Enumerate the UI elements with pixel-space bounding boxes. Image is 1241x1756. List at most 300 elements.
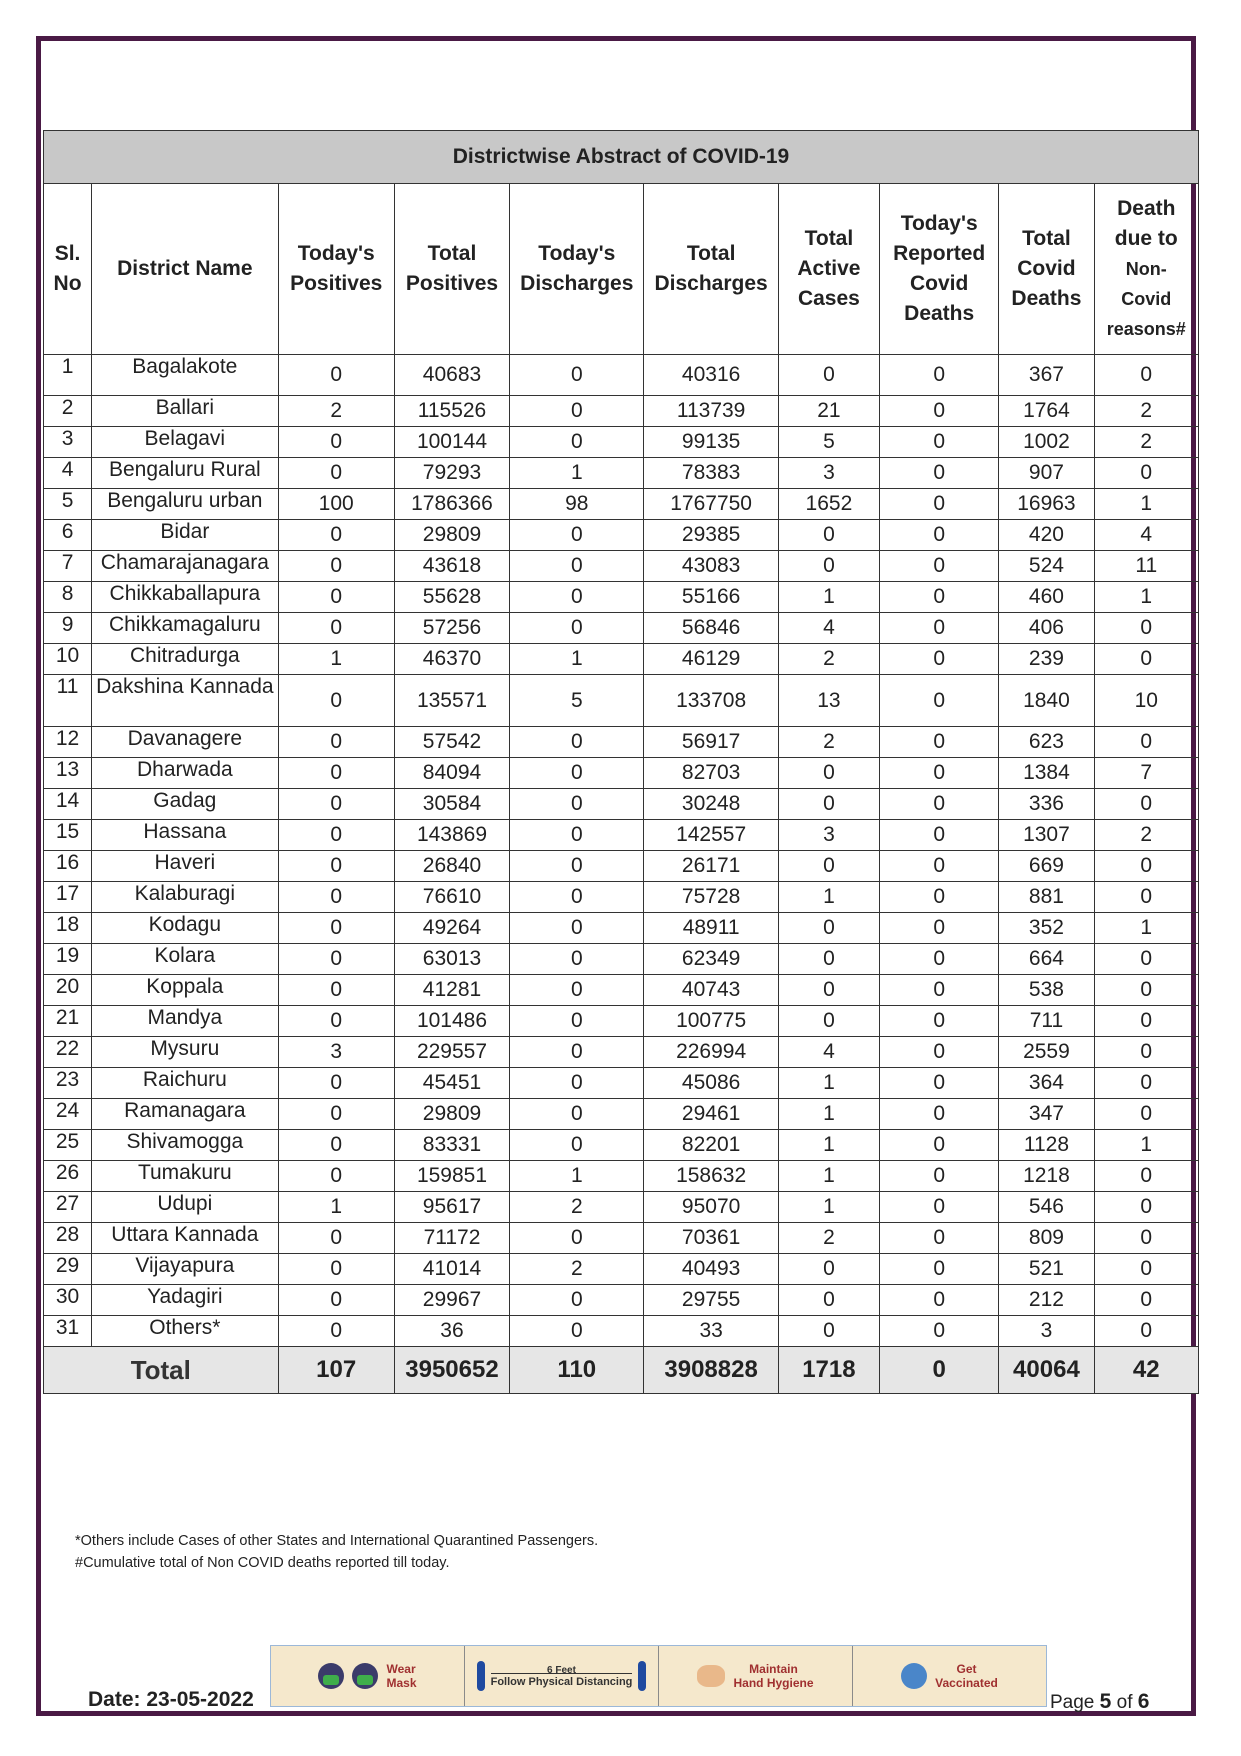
cell-sl-no: 11 xyxy=(44,675,92,727)
cell-todays-discharges: 0 xyxy=(510,551,644,582)
cell-total-discharges: 40316 xyxy=(644,355,778,396)
cell-non-covid-deaths: 0 xyxy=(1094,1316,1198,1347)
cell-total-discharges: 48911 xyxy=(644,913,778,944)
cell-district-name: Uttara Kannada xyxy=(92,1223,278,1254)
cell-todays-deaths: 0 xyxy=(880,613,999,644)
total-total-positives: 3950652 xyxy=(394,1347,509,1394)
cell-non-covid-deaths: 2 xyxy=(1094,427,1198,458)
cell-todays-positives: 0 xyxy=(278,1006,394,1037)
cell-sl-no: 17 xyxy=(44,882,92,913)
cell-total-positives: 29809 xyxy=(394,1099,509,1130)
cell-todays-positives: 0 xyxy=(278,820,394,851)
cell-active-cases: 1 xyxy=(778,1161,879,1192)
cell-total-discharges: 56846 xyxy=(644,613,778,644)
cell-active-cases: 0 xyxy=(778,975,879,1006)
cell-total-covid-deaths: 352 xyxy=(999,913,1094,944)
cell-sl-no: 9 xyxy=(44,613,92,644)
cell-total-positives: 95617 xyxy=(394,1192,509,1223)
total-active-cases: 1718 xyxy=(778,1347,879,1394)
cell-district-name: Mandya xyxy=(92,1006,278,1037)
cell-todays-discharges: 5 xyxy=(510,675,644,727)
cell-total-discharges: 99135 xyxy=(644,427,778,458)
cell-todays-discharges: 0 xyxy=(510,758,644,789)
table-row xyxy=(44,675,1199,727)
vaccine-icon xyxy=(901,1663,927,1689)
cell-total-covid-deaths: 669 xyxy=(999,851,1094,882)
cell-total-positives: 41281 xyxy=(394,975,509,1006)
cell-active-cases: 1 xyxy=(778,1192,879,1223)
cell-total-positives: 57542 xyxy=(394,727,509,758)
cell-non-covid-deaths: 7 xyxy=(1094,758,1198,789)
person-icon xyxy=(477,1661,485,1691)
cell-todays-deaths: 0 xyxy=(880,1316,999,1347)
total-label: Total xyxy=(44,1347,279,1394)
cell-district-name: Kodagu xyxy=(92,913,278,944)
cell-active-cases: 4 xyxy=(778,1037,879,1068)
cell-active-cases: 3 xyxy=(778,820,879,851)
cell-district-name: Ballari xyxy=(92,396,278,427)
cell-todays-discharges: 0 xyxy=(510,820,644,851)
cell-active-cases: 0 xyxy=(778,789,879,820)
cell-todays-positives: 0 xyxy=(278,427,394,458)
cell-sl-no: 19 xyxy=(44,944,92,975)
banner-hand-hygiene: Maintain Hand Hygiene xyxy=(659,1646,853,1706)
cell-sl-no: 25 xyxy=(44,1130,92,1161)
cell-sl-no: 16 xyxy=(44,851,92,882)
cell-total-positives: 159851 xyxy=(394,1161,509,1192)
cell-todays-discharges: 98 xyxy=(510,489,644,520)
cell-todays-positives: 1 xyxy=(278,644,394,675)
col-todays-discharges: Today's Discharges xyxy=(510,184,644,355)
cell-non-covid-deaths: 2 xyxy=(1094,820,1198,851)
cell-district-name: Kolara xyxy=(92,944,278,975)
col-todays-positives: Today's Positives xyxy=(278,184,394,355)
cell-todays-positives: 0 xyxy=(278,944,394,975)
cell-todays-deaths: 0 xyxy=(880,1037,999,1068)
cell-total-discharges: 100775 xyxy=(644,1006,778,1037)
cell-sl-no: 1 xyxy=(44,355,92,396)
cell-district-name: Chamarajanagara xyxy=(92,551,278,582)
cell-todays-discharges: 0 xyxy=(510,1223,644,1254)
cell-total-covid-deaths: 460 xyxy=(999,582,1094,613)
col-district-name: District Name xyxy=(92,184,278,355)
cell-total-discharges: 113739 xyxy=(644,396,778,427)
cell-todays-deaths: 0 xyxy=(880,551,999,582)
cell-active-cases: 0 xyxy=(778,1006,879,1037)
cell-todays-positives: 0 xyxy=(278,758,394,789)
cell-todays-discharges: 0 xyxy=(510,1037,644,1068)
table-row xyxy=(44,520,1199,551)
cell-total-positives: 45451 xyxy=(394,1068,509,1099)
cell-total-discharges: 29461 xyxy=(644,1099,778,1130)
table-row xyxy=(44,1316,1199,1347)
cell-total-covid-deaths: 907 xyxy=(999,458,1094,489)
cell-total-covid-deaths: 521 xyxy=(999,1254,1094,1285)
cell-total-positives: 29967 xyxy=(394,1285,509,1316)
cell-todays-discharges: 0 xyxy=(510,727,644,758)
cell-todays-positives: 2 xyxy=(278,396,394,427)
total-todays-discharges: 110 xyxy=(510,1347,644,1394)
cell-total-discharges: 78383 xyxy=(644,458,778,489)
table-row xyxy=(44,1254,1199,1285)
cell-todays-discharges: 0 xyxy=(510,851,644,882)
cell-active-cases: 1 xyxy=(778,1068,879,1099)
cell-active-cases: 2 xyxy=(778,727,879,758)
cell-todays-positives: 0 xyxy=(278,789,394,820)
cell-todays-discharges: 0 xyxy=(510,582,644,613)
cell-non-covid-deaths: 0 xyxy=(1094,727,1198,758)
cell-total-discharges: 40493 xyxy=(644,1254,778,1285)
cell-total-covid-deaths: 1128 xyxy=(999,1130,1094,1161)
cell-total-covid-deaths: 1840 xyxy=(999,675,1094,727)
cell-non-covid-deaths: 1 xyxy=(1094,1130,1198,1161)
cell-non-covid-deaths: 1 xyxy=(1094,913,1198,944)
cell-todays-discharges: 0 xyxy=(510,1099,644,1130)
cell-sl-no: 3 xyxy=(44,427,92,458)
table-row xyxy=(44,1130,1199,1161)
cell-total-positives: 83331 xyxy=(394,1130,509,1161)
cell-todays-discharges: 2 xyxy=(510,1254,644,1285)
cell-todays-positives: 0 xyxy=(278,675,394,727)
mask-icon xyxy=(352,1663,378,1689)
cell-total-covid-deaths: 239 xyxy=(999,644,1094,675)
cell-todays-discharges: 0 xyxy=(510,913,644,944)
cell-todays-deaths: 0 xyxy=(880,1068,999,1099)
cell-sl-no: 27 xyxy=(44,1192,92,1223)
cell-todays-discharges: 2 xyxy=(510,1192,644,1223)
cell-todays-positives: 0 xyxy=(278,1316,394,1347)
cell-todays-positives: 0 xyxy=(278,355,394,396)
cell-active-cases: 2 xyxy=(778,1223,879,1254)
cell-district-name: Chitradurga xyxy=(92,644,278,675)
cell-active-cases: 0 xyxy=(778,913,879,944)
table-row xyxy=(44,396,1199,427)
cell-todays-deaths: 0 xyxy=(880,520,999,551)
banner-physical-distancing: 6 Feet Follow Physical Distancing xyxy=(465,1646,659,1706)
cell-sl-no: 20 xyxy=(44,975,92,1006)
table-row xyxy=(44,975,1199,1006)
cell-total-discharges: 158632 xyxy=(644,1161,778,1192)
cell-todays-positives: 0 xyxy=(278,913,394,944)
cell-total-positives: 57256 xyxy=(394,613,509,644)
cell-total-discharges: 30248 xyxy=(644,789,778,820)
cell-todays-discharges: 1 xyxy=(510,644,644,675)
cell-non-covid-deaths: 0 xyxy=(1094,1068,1198,1099)
cell-todays-deaths: 0 xyxy=(880,675,999,727)
cell-total-covid-deaths: 212 xyxy=(999,1285,1094,1316)
cell-non-covid-deaths: 0 xyxy=(1094,975,1198,1006)
cell-non-covid-deaths: 0 xyxy=(1094,458,1198,489)
cell-total-positives: 41014 xyxy=(394,1254,509,1285)
cell-todays-positives: 0 xyxy=(278,882,394,913)
cell-active-cases: 0 xyxy=(778,758,879,789)
table-row xyxy=(44,355,1199,396)
table-row xyxy=(44,458,1199,489)
cell-sl-no: 10 xyxy=(44,644,92,675)
cell-todays-deaths: 0 xyxy=(880,644,999,675)
cell-sl-no: 30 xyxy=(44,1285,92,1316)
cell-total-covid-deaths: 3 xyxy=(999,1316,1094,1347)
cell-total-positives: 143869 xyxy=(394,820,509,851)
cell-non-covid-deaths: 0 xyxy=(1094,944,1198,975)
cell-todays-discharges: 0 xyxy=(510,882,644,913)
cell-total-discharges: 33 xyxy=(644,1316,778,1347)
cell-todays-deaths: 0 xyxy=(880,396,999,427)
cell-non-covid-deaths: 0 xyxy=(1094,355,1198,396)
cell-todays-deaths: 0 xyxy=(880,1006,999,1037)
table-row xyxy=(44,820,1199,851)
cell-non-covid-deaths: 0 xyxy=(1094,882,1198,913)
col-total-discharges: Total Discharges xyxy=(644,184,778,355)
cell-sl-no: 22 xyxy=(44,1037,92,1068)
footnotes xyxy=(75,1530,598,1574)
cell-total-discharges: 43083 xyxy=(644,551,778,582)
cell-todays-discharges: 0 xyxy=(510,1130,644,1161)
total-row xyxy=(44,1347,1199,1394)
cell-total-discharges: 1767750 xyxy=(644,489,778,520)
table-row xyxy=(44,727,1199,758)
cell-district-name: Belagavi xyxy=(92,427,278,458)
cell-sl-no: 15 xyxy=(44,820,92,851)
cell-district-name: Haveri xyxy=(92,851,278,882)
table-row xyxy=(44,427,1199,458)
cell-active-cases: 21 xyxy=(778,396,879,427)
cell-district-name: Bagalakote xyxy=(92,355,278,396)
footnote-others: *Others include Cases of other States and International Quarantined Passengers. xyxy=(75,1533,599,1549)
cell-todays-discharges: 0 xyxy=(510,1316,644,1347)
cell-total-positives: 43618 xyxy=(394,551,509,582)
hand-wash-icon xyxy=(697,1665,725,1687)
total-covid-deaths: 40064 xyxy=(999,1347,1094,1394)
cell-todays-deaths: 0 xyxy=(880,1223,999,1254)
cell-todays-positives: 0 xyxy=(278,1068,394,1099)
cell-district-name: Vijayapura xyxy=(92,1254,278,1285)
page-number: Page 5 of 6 xyxy=(1050,1690,1150,1713)
cell-active-cases: 0 xyxy=(778,851,879,882)
cell-todays-deaths: 0 xyxy=(880,582,999,613)
cell-total-covid-deaths: 1384 xyxy=(999,758,1094,789)
cell-active-cases: 0 xyxy=(778,520,879,551)
cell-todays-positives: 0 xyxy=(278,1161,394,1192)
cell-todays-discharges: 0 xyxy=(510,355,644,396)
cell-todays-positives: 0 xyxy=(278,727,394,758)
cell-non-covid-deaths: 0 xyxy=(1094,851,1198,882)
cell-sl-no: 8 xyxy=(44,582,92,613)
cell-active-cases: 13 xyxy=(778,675,879,727)
cell-sl-no: 7 xyxy=(44,551,92,582)
cell-sl-no: 29 xyxy=(44,1254,92,1285)
cell-todays-positives: 0 xyxy=(278,1130,394,1161)
cell-district-name: Ramanagara xyxy=(92,1099,278,1130)
cell-district-name: Kalaburagi xyxy=(92,882,278,913)
cell-district-name: Others* xyxy=(92,1316,278,1347)
cell-total-discharges: 26171 xyxy=(644,851,778,882)
cell-todays-deaths: 0 xyxy=(880,427,999,458)
table-row xyxy=(44,1068,1199,1099)
cell-total-discharges: 75728 xyxy=(644,882,778,913)
cell-todays-positives: 100 xyxy=(278,489,394,520)
cell-todays-discharges: 0 xyxy=(510,1068,644,1099)
cell-sl-no: 2 xyxy=(44,396,92,427)
total-todays-deaths: 0 xyxy=(880,1347,999,1394)
cell-sl-no: 21 xyxy=(44,1006,92,1037)
cell-non-covid-deaths: 0 xyxy=(1094,644,1198,675)
cell-total-covid-deaths: 1218 xyxy=(999,1161,1094,1192)
cell-todays-positives: 0 xyxy=(278,1285,394,1316)
cell-todays-deaths: 0 xyxy=(880,1285,999,1316)
col-sl-no: Sl. No xyxy=(44,184,92,355)
cell-district-name: Bengaluru Rural xyxy=(92,458,278,489)
cell-total-covid-deaths: 1002 xyxy=(999,427,1094,458)
cell-total-discharges: 133708 xyxy=(644,675,778,727)
cell-total-covid-deaths: 538 xyxy=(999,975,1094,1006)
cell-total-positives: 40683 xyxy=(394,355,509,396)
cell-total-covid-deaths: 347 xyxy=(999,1099,1094,1130)
cell-todays-deaths: 0 xyxy=(880,789,999,820)
cell-district-name: Udupi xyxy=(92,1192,278,1223)
cell-non-covid-deaths: 1 xyxy=(1094,582,1198,613)
mask-icon xyxy=(318,1663,344,1689)
table-row xyxy=(44,1223,1199,1254)
col-non-covid-deaths: Death due to Non- Covid reasons# xyxy=(1094,184,1198,355)
table-row xyxy=(44,1037,1199,1068)
table-row xyxy=(44,644,1199,675)
cell-total-covid-deaths: 406 xyxy=(999,613,1094,644)
cell-todays-positives: 0 xyxy=(278,975,394,1006)
cell-total-positives: 55628 xyxy=(394,582,509,613)
cell-total-discharges: 55166 xyxy=(644,582,778,613)
cell-total-positives: 135571 xyxy=(394,675,509,727)
cell-non-covid-deaths: 0 xyxy=(1094,1099,1198,1130)
cell-total-positives: 79293 xyxy=(394,458,509,489)
cell-todays-discharges: 0 xyxy=(510,944,644,975)
cell-total-positives: 29809 xyxy=(394,520,509,551)
cell-total-positives: 76610 xyxy=(394,882,509,913)
cell-district-name: Koppala xyxy=(92,975,278,1006)
cell-todays-positives: 3 xyxy=(278,1037,394,1068)
cell-todays-deaths: 0 xyxy=(880,1254,999,1285)
cell-sl-no: 13 xyxy=(44,758,92,789)
table-row xyxy=(44,551,1199,582)
cell-sl-no: 24 xyxy=(44,1099,92,1130)
cell-total-covid-deaths: 664 xyxy=(999,944,1094,975)
table-row xyxy=(44,582,1199,613)
table-row xyxy=(44,882,1199,913)
cell-total-discharges: 142557 xyxy=(644,820,778,851)
table-row xyxy=(44,613,1199,644)
cell-total-positives: 46370 xyxy=(394,644,509,675)
cell-total-discharges: 40743 xyxy=(644,975,778,1006)
cell-active-cases: 0 xyxy=(778,1316,879,1347)
cell-todays-deaths: 0 xyxy=(880,758,999,789)
cell-non-covid-deaths: 1 xyxy=(1094,489,1198,520)
cell-sl-no: 14 xyxy=(44,789,92,820)
cell-sl-no: 23 xyxy=(44,1068,92,1099)
cell-total-positives: 71172 xyxy=(394,1223,509,1254)
cell-total-covid-deaths: 524 xyxy=(999,551,1094,582)
banner-wear-mask: Wear Mask xyxy=(271,1646,465,1706)
cell-total-discharges: 45086 xyxy=(644,1068,778,1099)
table-row xyxy=(44,851,1199,882)
cell-non-covid-deaths: 10 xyxy=(1094,675,1198,727)
cell-non-covid-deaths: 0 xyxy=(1094,1223,1198,1254)
cell-active-cases: 0 xyxy=(778,551,879,582)
cell-total-positives: 36 xyxy=(394,1316,509,1347)
table-row xyxy=(44,758,1199,789)
cell-sl-no: 5 xyxy=(44,489,92,520)
cell-total-covid-deaths: 809 xyxy=(999,1223,1094,1254)
cell-non-covid-deaths: 4 xyxy=(1094,520,1198,551)
cell-active-cases: 0 xyxy=(778,1254,879,1285)
cell-sl-no: 28 xyxy=(44,1223,92,1254)
cell-district-name: Gadag xyxy=(92,789,278,820)
table-row xyxy=(44,944,1199,975)
col-total-covid-deaths: Total Covid Deaths xyxy=(999,184,1094,355)
cell-todays-deaths: 0 xyxy=(880,489,999,520)
table-row xyxy=(44,789,1199,820)
cell-total-covid-deaths: 546 xyxy=(999,1192,1094,1223)
cell-todays-positives: 0 xyxy=(278,1099,394,1130)
footnote-non-covid: #Cumulative total of Non COVID deaths reported till today. xyxy=(75,1555,450,1571)
cell-total-discharges: 82703 xyxy=(644,758,778,789)
cell-todays-discharges: 0 xyxy=(510,520,644,551)
cell-total-positives: 100144 xyxy=(394,427,509,458)
cell-todays-discharges: 0 xyxy=(510,613,644,644)
cell-todays-deaths: 0 xyxy=(880,882,999,913)
cell-todays-discharges: 0 xyxy=(510,396,644,427)
cell-todays-deaths: 0 xyxy=(880,1130,999,1161)
cell-total-positives: 63013 xyxy=(394,944,509,975)
cell-total-discharges: 62349 xyxy=(644,944,778,975)
table-row xyxy=(44,489,1199,520)
cell-total-covid-deaths: 1307 xyxy=(999,820,1094,851)
cell-district-name: Hassana xyxy=(92,820,278,851)
cell-district-name: Dakshina Kannada xyxy=(92,675,278,727)
distance-arrow: Follow Physical Distancing xyxy=(491,1673,633,1688)
cell-todays-positives: 0 xyxy=(278,851,394,882)
col-todays-reported-deaths: Today's Reported Covid Deaths xyxy=(880,184,999,355)
cell-todays-deaths: 0 xyxy=(880,820,999,851)
cell-sl-no: 26 xyxy=(44,1161,92,1192)
cell-district-name: Chikkaballapura xyxy=(92,582,278,613)
cell-todays-deaths: 0 xyxy=(880,355,999,396)
cell-non-covid-deaths: 0 xyxy=(1094,1006,1198,1037)
cell-active-cases: 1652 xyxy=(778,489,879,520)
cell-active-cases: 1 xyxy=(778,882,879,913)
cell-district-name: Yadagiri xyxy=(92,1285,278,1316)
cell-todays-positives: 0 xyxy=(278,458,394,489)
cell-todays-deaths: 0 xyxy=(880,727,999,758)
cell-todays-deaths: 0 xyxy=(880,913,999,944)
cell-total-covid-deaths: 336 xyxy=(999,789,1094,820)
cell-todays-deaths: 0 xyxy=(880,1161,999,1192)
cell-district-name: Chikkamagaluru xyxy=(92,613,278,644)
cell-total-discharges: 95070 xyxy=(644,1192,778,1223)
cell-todays-deaths: 0 xyxy=(880,1192,999,1223)
cell-todays-positives: 0 xyxy=(278,1254,394,1285)
table-row xyxy=(44,1006,1199,1037)
total-todays-positives: 107 xyxy=(278,1347,394,1394)
cell-non-covid-deaths: 2 xyxy=(1094,396,1198,427)
cell-active-cases: 1 xyxy=(778,582,879,613)
cell-non-covid-deaths: 0 xyxy=(1094,1161,1198,1192)
cell-todays-deaths: 0 xyxy=(880,851,999,882)
cell-todays-deaths: 0 xyxy=(880,458,999,489)
cell-active-cases: 4 xyxy=(778,613,879,644)
cell-total-covid-deaths: 16963 xyxy=(999,489,1094,520)
table-row xyxy=(44,1099,1199,1130)
safety-banner xyxy=(270,1645,1047,1707)
